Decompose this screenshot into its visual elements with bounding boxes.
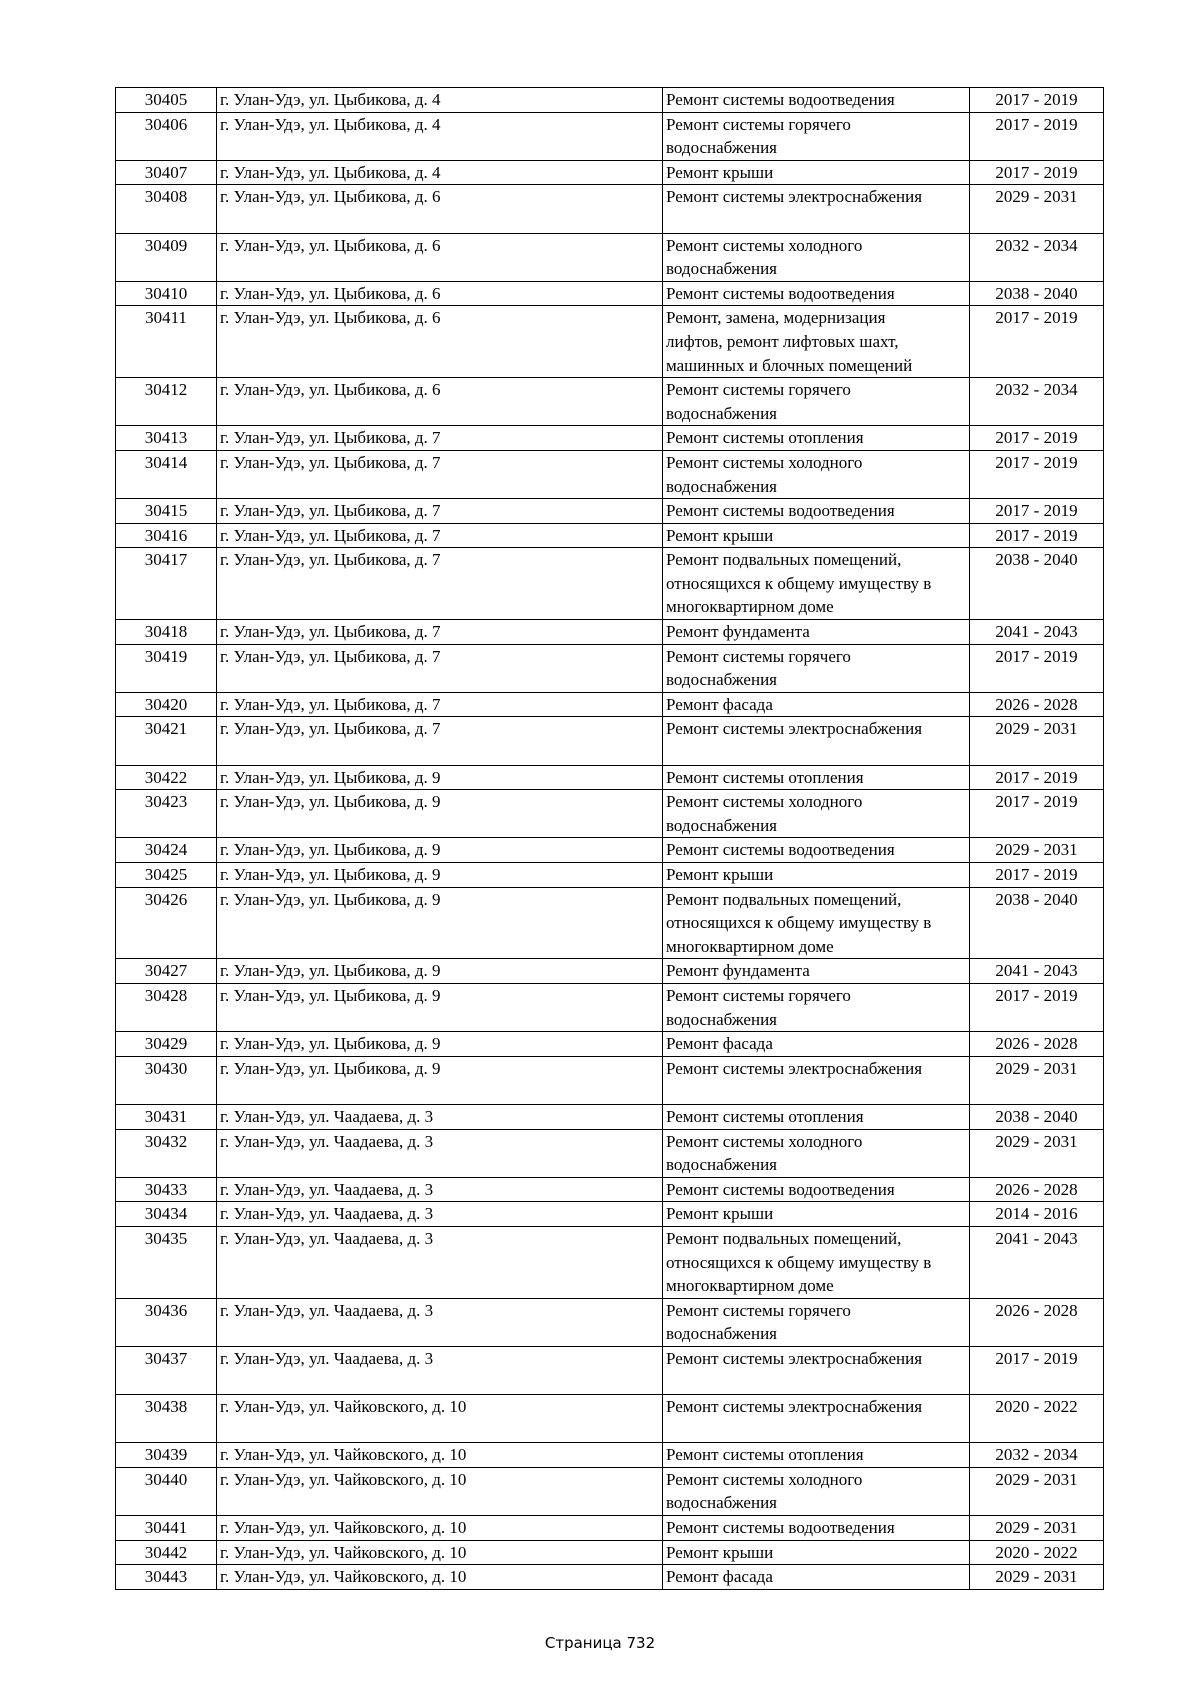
work-type-cell [663, 112, 970, 160]
period-cell: 2038 - 2040 [970, 281, 1104, 306]
work-type-cell [663, 1540, 970, 1565]
period-cell: 2026 - 2028 [970, 692, 1104, 717]
row-number-cell: 30408 [116, 185, 217, 233]
work-type-cell [663, 450, 970, 498]
period-cell: 2017 - 2019 [970, 112, 1104, 160]
period-cell: 2038 - 2040 [970, 1104, 1104, 1129]
work-type-line [666, 209, 966, 233]
work-type-line: Ремонт фасада [666, 1034, 773, 1054]
work-type-cell [663, 233, 970, 281]
work-type-line: Ремонт системы электроснабжения [666, 1058, 923, 1078]
address-cell: г. Улан-Удэ, ул. Цыбикова, д. 7 [217, 450, 663, 498]
work-type-line: относящихся к общему имуществу в [666, 913, 932, 933]
work-type-line: водоснабжения [666, 403, 777, 423]
work-type-line: Ремонт системы холодного [666, 452, 863, 472]
row-number-cell: 30412 [116, 378, 217, 426]
work-type-line: Ремонт системы отопления [666, 428, 864, 448]
work-type-line: Ремонт системы горячего [666, 646, 851, 666]
row-number-cell: 30431 [116, 1104, 217, 1129]
period-cell: 2041 - 2043 [970, 1226, 1104, 1298]
table-row [116, 1516, 1104, 1541]
table-row [116, 1346, 1104, 1394]
work-type-line: Ремонт фасада [666, 1567, 773, 1587]
row-number-cell: 30432 [116, 1129, 217, 1177]
address-cell: г. Улан-Удэ, ул. Цыбикова, д. 7 [217, 644, 663, 692]
row-number-cell: 30405 [116, 88, 217, 113]
address-cell: г. Улан-Удэ, ул. Чайковского, д. 10 [217, 1565, 663, 1590]
period-cell: 2029 - 2031 [970, 838, 1104, 863]
period-cell: 2032 - 2034 [970, 233, 1104, 281]
work-type-cell [663, 185, 970, 233]
row-number-cell: 30424 [116, 838, 217, 863]
work-type-line: Ремонт фасада [666, 694, 773, 714]
address-cell: г. Улан-Удэ, ул. Цыбикова, д. 7 [217, 426, 663, 451]
work-type-line: машинных и блочных помещений [666, 355, 913, 375]
work-type-line: Ремонт подвальных помещений, [666, 1228, 902, 1248]
work-type-cell [663, 838, 970, 863]
address-cell: г. Улан-Удэ, ул. Цыбикова, д. 7 [217, 523, 663, 548]
work-type-line: Ремонт фундамента [666, 622, 810, 642]
row-number-cell: 30433 [116, 1177, 217, 1202]
row-number-cell: 30429 [116, 1032, 217, 1057]
period-cell: 2017 - 2019 [970, 1346, 1104, 1394]
work-type-line: Ремонт системы водоотведения [666, 1179, 895, 1199]
work-type-line: Ремонт системы холодного [666, 1131, 863, 1151]
work-type-line: Ремонт системы водоотведения [666, 283, 895, 303]
period-cell: 2020 - 2022 [970, 1395, 1104, 1443]
address-cell: г. Улан-Удэ, ул. Чаадаева, д. 3 [217, 1346, 663, 1394]
row-number-cell: 30441 [116, 1516, 217, 1541]
address-cell: г. Улан-Удэ, ул. Цыбикова, д. 6 [217, 281, 663, 306]
period-cell: 2029 - 2031 [970, 1129, 1104, 1177]
period-cell: 2017 - 2019 [970, 523, 1104, 548]
work-type-line: Ремонт системы отопления [666, 1106, 864, 1126]
row-number-cell: 30442 [116, 1540, 217, 1565]
address-cell: г. Улан-Удэ, ул. Цыбикова, д. 6 [217, 378, 663, 426]
work-type-line: Ремонт системы горячего [666, 985, 851, 1005]
work-type-line: Ремонт системы водоотведения [666, 1518, 895, 1538]
row-number-cell: 30418 [116, 620, 217, 645]
address-cell: г. Улан-Удэ, ул. Цыбикова, д. 9 [217, 983, 663, 1031]
work-type-cell [663, 378, 970, 426]
work-type-line: Ремонт системы горячего [666, 1300, 851, 1320]
period-cell: 2026 - 2028 [970, 1177, 1104, 1202]
work-type-line: водоснабжения [666, 259, 777, 279]
work-type-cell [663, 281, 970, 306]
work-type-cell [663, 765, 970, 790]
row-number-cell: 30428 [116, 983, 217, 1031]
work-type-line: Ремонт, замена, модернизация [666, 308, 886, 328]
table-row [116, 185, 1104, 233]
period-cell: 2029 - 2031 [970, 1467, 1104, 1515]
period-cell: 2041 - 2043 [970, 620, 1104, 645]
work-type-line: Ремонт крыши [666, 1542, 774, 1562]
work-type-line [666, 1080, 966, 1104]
table-row [116, 1104, 1104, 1129]
table-row [116, 233, 1104, 281]
table-row [116, 620, 1104, 645]
work-type-line: лифтов, ремонт лифтовых шахт, [666, 331, 899, 351]
table-row [116, 1540, 1104, 1565]
work-type-line: Ремонт системы электроснабжения [666, 719, 923, 739]
table-row [116, 88, 1104, 113]
work-type-cell [663, 499, 970, 524]
work-type-line: относящихся к общему имуществу в [666, 1252, 932, 1272]
address-cell: г. Улан-Удэ, ул. Цыбикова, д. 9 [217, 1032, 663, 1057]
table-row [116, 1202, 1104, 1227]
period-cell: 2017 - 2019 [970, 306, 1104, 378]
work-type-line: водоснабжения [666, 476, 777, 496]
work-type-cell [663, 863, 970, 888]
table-row [116, 983, 1104, 1031]
work-type-cell [663, 959, 970, 984]
address-cell: г. Улан-Удэ, ул. Цыбикова, д. 9 [217, 765, 663, 790]
work-type-line: Ремонт системы водоотведения [666, 840, 895, 860]
period-cell: 2017 - 2019 [970, 644, 1104, 692]
work-type-cell [663, 1129, 970, 1177]
row-number-cell: 30437 [116, 1346, 217, 1394]
table-row [116, 523, 1104, 548]
work-type-line: Ремонт подвальных помещений, [666, 550, 902, 570]
work-type-line: Ремонт крыши [666, 1204, 774, 1224]
work-type-line: Ремонт крыши [666, 162, 774, 182]
work-type-line: Ремонт системы горячего [666, 114, 851, 134]
address-cell: г. Улан-Удэ, ул. Чаадаева, д. 3 [217, 1226, 663, 1298]
row-number-cell: 30410 [116, 281, 217, 306]
address-cell: г. Улан-Удэ, ул. Цыбикова, д. 7 [217, 692, 663, 717]
work-type-line: Ремонт системы холодного [666, 1469, 863, 1489]
address-cell: г. Улан-Удэ, ул. Цыбикова, д. 9 [217, 863, 663, 888]
period-cell: 2038 - 2040 [970, 548, 1104, 620]
work-type-cell [663, 1298, 970, 1346]
work-type-line: водоснабжения [666, 1324, 777, 1344]
row-number-cell: 30411 [116, 306, 217, 378]
table-row [116, 790, 1104, 838]
table-row [116, 765, 1104, 790]
work-type-cell [663, 1032, 970, 1057]
work-type-cell [663, 1226, 970, 1298]
period-cell: 2017 - 2019 [970, 765, 1104, 790]
table-row [116, 1032, 1104, 1057]
address-cell: г. Улан-Удэ, ул. Цыбикова, д. 6 [217, 185, 663, 233]
address-cell: г. Улан-Удэ, ул. Чайковского, д. 10 [217, 1395, 663, 1443]
row-number-cell: 30427 [116, 959, 217, 984]
table-row [116, 717, 1104, 765]
work-type-cell [663, 1056, 970, 1104]
work-type-cell [663, 1177, 970, 1202]
period-cell: 2020 - 2022 [970, 1540, 1104, 1565]
work-type-cell [663, 887, 970, 959]
work-type-cell [663, 548, 970, 620]
address-cell: г. Улан-Удэ, ул. Чайковского, д. 10 [217, 1540, 663, 1565]
work-type-cell [663, 1516, 970, 1541]
address-cell: г. Улан-Удэ, ул. Чайковского, д. 10 [217, 1467, 663, 1515]
row-number-cell: 30421 [116, 717, 217, 765]
work-type-cell [663, 1395, 970, 1443]
work-type-cell [663, 1467, 970, 1515]
table-row [116, 644, 1104, 692]
table-row [116, 306, 1104, 378]
work-type-line: Ремонт системы электроснабжения [666, 1397, 923, 1417]
work-type-line: многоквартирном доме [666, 1276, 834, 1296]
period-cell: 2026 - 2028 [970, 1032, 1104, 1057]
period-cell: 2041 - 2043 [970, 959, 1104, 984]
row-number-cell: 30422 [116, 765, 217, 790]
table-row [116, 1298, 1104, 1346]
period-cell: 2017 - 2019 [970, 88, 1104, 113]
table-body [116, 88, 1104, 1590]
work-type-line: Ремонт системы отопления [666, 767, 864, 787]
work-type-line: водоснабжения [666, 1155, 777, 1175]
work-type-line: Ремонт крыши [666, 865, 774, 884]
work-type-cell [663, 426, 970, 451]
table-row [116, 281, 1104, 306]
row-number-cell: 30426 [116, 887, 217, 959]
period-cell: 2029 - 2031 [970, 1516, 1104, 1541]
work-type-line: Ремонт системы водоотведения [666, 501, 895, 521]
period-cell: 2017 - 2019 [970, 790, 1104, 838]
row-number-cell: 30414 [116, 450, 217, 498]
row-number-cell: 30435 [116, 1226, 217, 1298]
work-type-cell [663, 1565, 970, 1590]
period-cell: 2032 - 2034 [970, 1443, 1104, 1468]
period-cell: 2029 - 2031 [970, 717, 1104, 765]
row-number-cell: 30406 [116, 112, 217, 160]
table-row [116, 112, 1104, 160]
row-number-cell: 30423 [116, 790, 217, 838]
row-number-cell: 30409 [116, 233, 217, 281]
work-type-cell [663, 160, 970, 185]
work-type-line [666, 1370, 966, 1394]
row-number-cell: 30419 [116, 644, 217, 692]
row-number-cell: 30439 [116, 1443, 217, 1468]
work-type-line: Ремонт крыши [666, 525, 774, 545]
period-cell: 2017 - 2019 [970, 983, 1104, 1031]
address-cell: г. Улан-Удэ, ул. Чайковского, д. 10 [217, 1516, 663, 1541]
period-cell: 2017 - 2019 [970, 863, 1104, 888]
page-number: Страница 732 [544, 1634, 656, 1652]
address-cell: г. Улан-Удэ, ул. Цыбикова, д. 7 [217, 620, 663, 645]
work-type-line: водоснабжения [666, 815, 777, 835]
row-number-cell: 30434 [116, 1202, 217, 1227]
address-cell: г. Улан-Удэ, ул. Цыбикова, д. 4 [217, 88, 663, 113]
work-type-line: Ремонт системы водоотведения [666, 90, 895, 109]
row-number-cell: 30416 [116, 523, 217, 548]
row-number-cell: 30407 [116, 160, 217, 185]
work-type-line: водоснабжения [666, 1009, 777, 1029]
work-type-cell [663, 644, 970, 692]
period-cell: 2026 - 2028 [970, 1298, 1104, 1346]
work-type-line: Ремонт системы горячего [666, 380, 851, 400]
period-cell: 2017 - 2019 [970, 450, 1104, 498]
table-row [116, 1467, 1104, 1515]
row-number-cell: 30420 [116, 692, 217, 717]
work-type-cell [663, 306, 970, 378]
table-row [116, 548, 1104, 620]
table-row [116, 1056, 1104, 1104]
work-type-line [666, 1419, 966, 1443]
table-row [116, 838, 1104, 863]
address-cell: г. Улан-Удэ, ул. Цыбикова, д. 4 [217, 160, 663, 185]
address-cell: г. Улан-Удэ, ул. Чаадаева, д. 3 [217, 1202, 663, 1227]
period-cell: 2029 - 2031 [970, 1565, 1104, 1590]
work-type-cell [663, 717, 970, 765]
address-cell: г. Улан-Удэ, ул. Чаадаева, д. 3 [217, 1129, 663, 1177]
table-row [116, 692, 1104, 717]
work-type-line: Ремонт системы электроснабжения [666, 1348, 923, 1368]
address-cell: г. Улан-Удэ, ул. Цыбикова, д. 9 [217, 1056, 663, 1104]
table-row [116, 1129, 1104, 1177]
address-cell: г. Улан-Удэ, ул. Чайковского, д. 10 [217, 1443, 663, 1468]
address-cell: г. Улан-Удэ, ул. Цыбикова, д. 7 [217, 499, 663, 524]
table-row [116, 1226, 1104, 1298]
work-type-cell [663, 620, 970, 645]
work-type-line: многоквартирном доме [666, 597, 834, 617]
table-row [116, 426, 1104, 451]
table-row [116, 378, 1104, 426]
work-type-cell [663, 1346, 970, 1394]
period-cell: 2038 - 2040 [970, 887, 1104, 959]
work-type-line: Ремонт системы холодного [666, 792, 863, 812]
table-row [116, 887, 1104, 959]
address-cell: г. Улан-Удэ, ул. Цыбикова, д. 9 [217, 959, 663, 984]
work-type-line: многоквартирном доме [666, 936, 834, 956]
period-cell: 2029 - 2031 [970, 1056, 1104, 1104]
work-type-line: относящихся к общему имуществу в [666, 573, 932, 593]
address-cell: г. Улан-Удэ, ул. Чаадаева, д. 3 [217, 1104, 663, 1129]
work-type-line: Ремонт системы отопления [666, 1445, 864, 1465]
row-number-cell: 30415 [116, 499, 217, 524]
row-number-cell: 30413 [116, 426, 217, 451]
period-cell: 2017 - 2019 [970, 426, 1104, 451]
period-cell: 2032 - 2034 [970, 378, 1104, 426]
work-type-line: Ремонт системы холодного [666, 235, 863, 255]
work-type-cell [663, 88, 970, 113]
work-type-line: Ремонт подвальных помещений, [666, 889, 902, 909]
work-type-cell [663, 523, 970, 548]
address-cell: г. Улан-Удэ, ул. Цыбикова, д. 7 [217, 717, 663, 765]
address-cell: г. Улан-Удэ, ул. Чаадаева, д. 3 [217, 1298, 663, 1346]
table-row [116, 1565, 1104, 1590]
work-type-line: водоснабжения [666, 670, 777, 690]
table-row [116, 1177, 1104, 1202]
repair-schedule-table [115, 87, 1104, 1590]
work-type-cell [663, 1202, 970, 1227]
work-type-line [666, 741, 966, 765]
row-number-cell: 30438 [116, 1395, 217, 1443]
row-number-cell: 30440 [116, 1467, 217, 1515]
table-row [116, 160, 1104, 185]
work-type-cell [663, 692, 970, 717]
work-type-cell [663, 1104, 970, 1129]
row-number-cell: 30430 [116, 1056, 217, 1104]
work-type-cell [663, 983, 970, 1031]
work-type-line: водоснабжения [666, 1493, 777, 1513]
work-type-cell [663, 1443, 970, 1468]
period-cell: 2014 - 2016 [970, 1202, 1104, 1227]
table-row [116, 450, 1104, 498]
period-cell: 2017 - 2019 [970, 499, 1104, 524]
period-cell: 2029 - 2031 [970, 185, 1104, 233]
work-type-line: водоснабжения [666, 138, 777, 158]
table-row [116, 863, 1104, 888]
address-cell: г. Улан-Удэ, ул. Чаадаева, д. 3 [217, 1177, 663, 1202]
address-cell: г. Улан-Удэ, ул. Цыбикова, д. 9 [217, 838, 663, 863]
table-row [116, 959, 1104, 984]
table-row [116, 1443, 1104, 1468]
row-number-cell: 30443 [116, 1565, 217, 1590]
table-row [116, 1395, 1104, 1443]
address-cell: г. Улан-Удэ, ул. Цыбикова, д. 6 [217, 306, 663, 378]
address-cell: г. Улан-Удэ, ул. Цыбикова, д. 7 [217, 548, 663, 620]
work-type-cell [663, 790, 970, 838]
address-cell: г. Улан-Удэ, ул. Цыбикова, д. 9 [217, 790, 663, 838]
row-number-cell: 30425 [116, 863, 217, 888]
row-number-cell: 30417 [116, 548, 217, 620]
table-row [116, 499, 1104, 524]
work-type-line: Ремонт системы электроснабжения [666, 187, 923, 207]
address-cell: г. Улан-Удэ, ул. Цыбикова, д. 4 [217, 112, 663, 160]
address-cell: г. Улан-Удэ, ул. Цыбикова, д. 9 [217, 887, 663, 959]
period-cell: 2017 - 2019 [970, 160, 1104, 185]
work-type-line: Ремонт фундамента [666, 961, 810, 981]
row-number-cell: 30436 [116, 1298, 217, 1346]
address-cell: г. Улан-Удэ, ул. Цыбикова, д. 6 [217, 233, 663, 281]
